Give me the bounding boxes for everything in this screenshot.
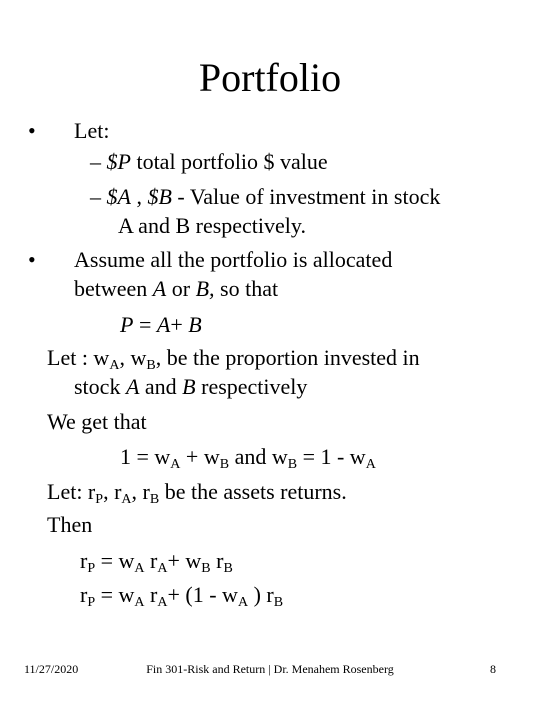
- sub-item-investment-value: [90, 184, 440, 210]
- subscript: B: [146, 358, 156, 373]
- text: ) r: [248, 582, 274, 607]
- let-returns: [47, 479, 347, 505]
- subscript: B: [223, 561, 233, 576]
- dash: –: [90, 149, 101, 174]
- var-b: $B: [147, 184, 172, 209]
- text: 1 = w: [120, 444, 171, 469]
- text: , be the proportion invested in: [155, 345, 420, 370]
- text: , r: [103, 479, 122, 504]
- text: + (1 - w: [167, 582, 238, 607]
- text: stock: [74, 374, 126, 399]
- equation-return-2: [80, 582, 283, 608]
- subscript: A: [157, 595, 168, 610]
- text: , r: [131, 479, 150, 504]
- equation-return-1: [80, 548, 233, 574]
- subscript: B: [273, 595, 284, 610]
- equals: =: [133, 312, 157, 337]
- var-a: A: [152, 276, 167, 301]
- text: , w: [119, 345, 147, 370]
- then-label: Then: [47, 512, 93, 537]
- let-weights: [47, 345, 420, 371]
- var-a: $A: [106, 184, 131, 209]
- equation-weights-sum: [120, 444, 376, 470]
- subscript: A: [121, 492, 132, 507]
- text: and: [139, 374, 183, 399]
- text: be the assets returns.: [159, 479, 347, 504]
- text: between: [74, 276, 153, 301]
- text: Let : w: [47, 345, 110, 370]
- subscript: A: [237, 595, 249, 610]
- text: = w: [95, 582, 135, 607]
- var-b: B: [182, 374, 196, 399]
- bullet-let: Let:: [74, 118, 110, 143]
- text: respectively: [195, 374, 308, 399]
- footer-course-title: Fin 301-Risk and Return | Dr. Menahem Rosenberg: [146, 662, 394, 676]
- bullet-assume: Assume all the portfolio is allocated: [74, 247, 393, 272]
- text: Let: r: [47, 479, 96, 504]
- bullet-dot: •: [28, 247, 36, 272]
- subscript: B: [287, 457, 298, 472]
- equation-p-sum: [120, 312, 202, 338]
- var-a: A: [125, 374, 140, 399]
- subscript: A: [134, 561, 145, 576]
- var-p: P: [120, 312, 134, 337]
- text: + w: [180, 444, 220, 469]
- subscript: B: [149, 492, 160, 507]
- text: - Value of investment in stock: [171, 184, 441, 209]
- subscript: B: [201, 561, 211, 576]
- sub-item-continuation: A and B respectively.: [118, 213, 306, 238]
- footer-page-number: 8: [490, 662, 496, 676]
- plus: +: [170, 312, 189, 337]
- dash: –: [90, 184, 101, 209]
- text: total portfolio $ value: [130, 149, 328, 174]
- weights-continuation: [74, 374, 307, 400]
- text: r: [210, 548, 224, 573]
- var-b: B,: [195, 276, 215, 301]
- text: r: [144, 582, 158, 607]
- subscript: B: [219, 457, 230, 472]
- sub-item-total-portfolio: [90, 149, 328, 175]
- bullet-dot: •: [28, 118, 36, 143]
- assume-continuation: [74, 276, 278, 302]
- subscript: P: [95, 492, 104, 507]
- subscript: P: [87, 595, 96, 610]
- text: and w: [229, 444, 288, 469]
- subscript: A: [157, 561, 168, 576]
- subscript: A: [170, 457, 181, 472]
- we-get-that: We get that: [47, 409, 147, 434]
- subscript: A: [365, 457, 376, 472]
- subscript: P: [87, 561, 96, 576]
- text: so that: [214, 276, 279, 301]
- text: r: [80, 548, 88, 573]
- text: = w: [95, 548, 135, 573]
- var-p: $P: [106, 149, 131, 174]
- slide-title: Portfolio: [198, 55, 342, 100]
- text: r: [144, 548, 158, 573]
- subscript: A: [109, 358, 120, 373]
- comma: ,: [130, 184, 148, 209]
- subscript: A: [134, 595, 145, 610]
- var-a: A: [156, 312, 171, 337]
- var-b: B: [188, 312, 202, 337]
- text: + w: [167, 548, 202, 573]
- footer-date: 11/27/2020: [24, 662, 79, 676]
- text: r: [80, 582, 88, 607]
- text: = 1 - w: [297, 444, 366, 469]
- text: or: [166, 276, 196, 301]
